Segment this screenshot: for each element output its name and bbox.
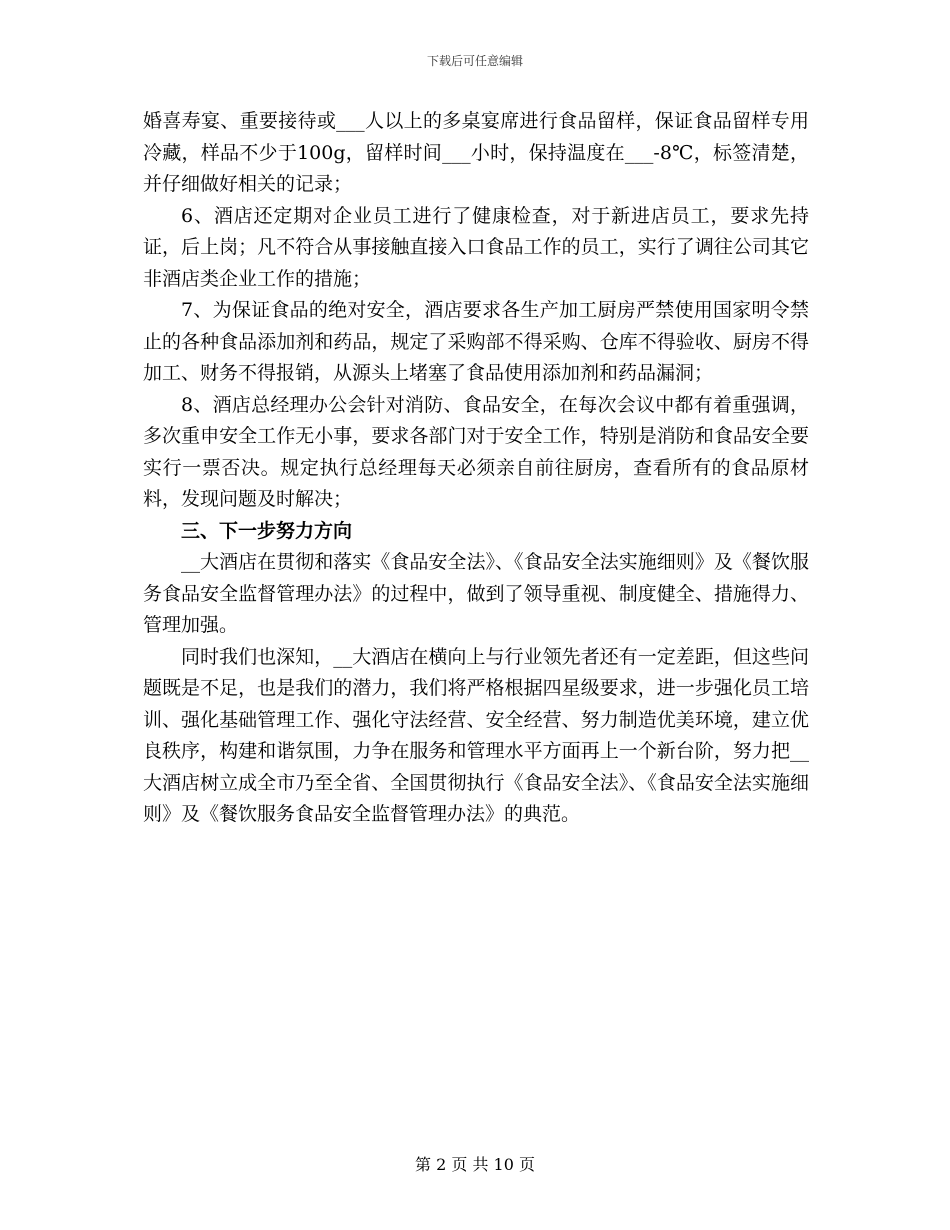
paragraph-future-goals: 同时我们也深知，__大酒店在横向上与行业领先者还有一定差距，但这些问题既是不足，也是我们的潜力，我们将严格根据四星级要求，进一步强化员工培训、强化基础管理工作、强化守法经营、安全经营、努力制造优美环境，建立优良秩序，构建和谐氛围，力争在服务和管理水平方面再上一个新台阶，努力把__大酒店树立成全市乃至全省、全国贯彻执行《食品安全法》、《食品安全法实施细则》及《餐饮服务食品安全监督管理办法》的典范。 <box>143 645 809 825</box>
document-body <box>143 106 809 831</box>
paragraph-health-check: 6、酒店还定期对企业员工进行了健康检查，对于新进店员工，要求先持证，后上岗；凡不符合从事接触直接入口食品工作的员工，实行了调往公司其它非酒店类企业工作的措施； <box>143 204 809 290</box>
section-heading: 三、下一步努力方向 <box>181 519 353 542</box>
page-number: 第 2 页 共 10 页 <box>415 1155 535 1174</box>
page-header: 下载后可任意编辑 <box>426 54 523 68</box>
paragraph-manager-meeting: 8、酒店总经理办公会针对消防、食品安全，在每次会议中都有着重强调，多次重申安全工作无小事，要求各部门对于安全工作，特别是消防和食品安全要实行一票否决。规定执行总经理每天必须亲自前往厨房，查看所有的食品原材料，发现问题及时解决； <box>143 393 809 510</box>
paragraph-food-sampling: 婚喜寿宴、重要接待或___人以上的多桌宴席进行食品留样，保证食品留样专用冷藏，样品不少于100g，留样时间___小时，保持温度在___-8℃，标签清楚，并仔细做好相关的记录； <box>143 110 809 195</box>
paragraph-additive-ban: 7、为保证食品的绝对安全，酒店要求各生产加工厨房严禁使用国家明令禁止的各种食品添加剂和药品，规定了采购部不得采购、仓库不得验收、厨房不得加工、财务不得报销，从源头上堵塞了食品使用添加剂和药品漏洞； <box>143 299 809 384</box>
paragraph-implementation: __大酒店在贯彻和落实《食品安全法》、《食品安全法实施细则》及《餐饮服务食品安全监督管理办法》的过程中，做到了领导重视、制度健全、措施得力、管理加强。 <box>143 551 809 636</box>
